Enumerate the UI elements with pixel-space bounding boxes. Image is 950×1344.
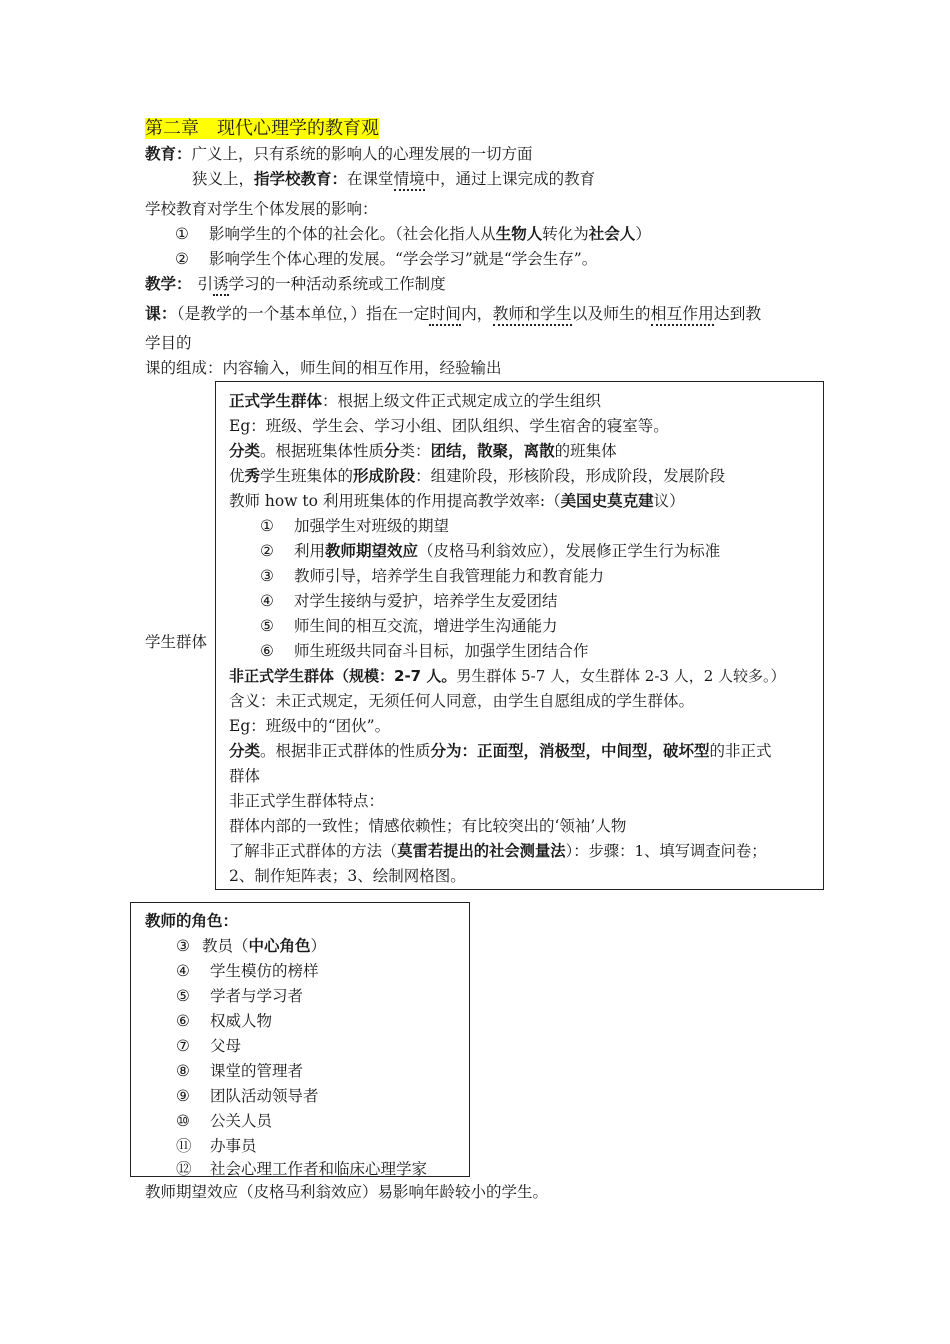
teaching-colon: ： [176,275,192,293]
item-number: ⑥ [260,642,274,660]
list-item [260,616,558,636]
informal-group-line [229,666,786,686]
item-bold-text: 社会人 [588,225,636,243]
teacher-roles-title [145,911,238,931]
teaching-text: 引 [197,275,214,293]
item-number: ④ [260,592,274,610]
item-number: ⑤ [260,617,274,635]
list-item [176,1061,303,1081]
item-text: 转化为 [542,225,589,243]
formal-group-term: 正式学生群体 [229,392,323,410]
informal-group-meaning: 含义：未正式规定，无须任何人同意，由学生自愿组成的学生群体。 [229,692,695,710]
item-number: ⑥ [176,1012,190,1030]
education-broad-text: 广义上，只有系统的影响人的心理发展的一切方面 [191,145,533,163]
item-number: ⑨ [176,1087,190,1105]
lesson-text: 内， [460,304,493,323]
school-influence-item-1 [175,224,651,244]
sociometry-method-cont: 2、制作矩阵表；3、绘制网格图。 [229,867,466,885]
formal-group-eg: Eg：班级、学生会、学习小组、团队组织、学生宿舍的寝室等。 [229,417,669,435]
teaching-line [145,274,446,294]
item-number: ⑩ [176,1112,190,1130]
informal-group-term: 非正式学生群体（规模：2-7 人。 [229,667,457,685]
item-text: 权威人物 [210,1012,273,1030]
item-text: 影响学生的个体的社会化。（社会化指人从 [209,225,496,243]
informal-group-size: 男生群体 5-7 人，女生群体 2-3 人，2 人较多。） [456,667,786,685]
education-narrow-line [192,169,595,189]
item-text: 办事员 [210,1137,257,1155]
teaching-text: 学习的一种活动系统或工作制度 [228,275,446,293]
item-number: ⑧ [176,1062,190,1080]
bold-text: 分 [384,442,400,460]
teacher-howto-line [229,491,685,511]
list-item [260,591,558,611]
bold-text: 分类 [229,442,261,460]
lesson-line-1 [145,304,761,324]
text: 。根据非正式群体的性质 [260,742,431,760]
school-influence-item-2 [175,249,597,269]
item-text: 学生模仿的榜样 [210,962,319,980]
text: 议） [653,492,685,510]
teacher-roles-box [130,902,470,1177]
item-number: ③ [260,567,274,585]
item-text: 学者与学习者 [210,987,304,1005]
item-text: 教师引导，培养学生自我管理能力和教育能力 [294,567,605,585]
item-number: ⑫ [176,1160,192,1178]
lesson-text: 达到教 [713,304,762,323]
list-item [260,541,720,561]
lesson-text: 以及师生的 [571,304,651,323]
teaching-dotted: 诱 [213,275,229,296]
formal-group-line [229,391,601,411]
list-item [176,1136,257,1156]
informal-features-title: 非正式学生群体特点： [229,792,385,810]
item-text: 教员（ [202,937,249,955]
education-narrow-rest1: 在课堂 [347,170,394,188]
item-text: 师生班级共同奋斗目标，加强学生团结合作 [294,642,589,660]
item-text: 课堂的管理者 [210,1062,304,1080]
item-text: ） [635,225,651,243]
item-bold-text: 中心角色 [248,937,311,955]
item-text: 师生间的相互交流，增进学生沟通能力 [294,617,558,635]
education-narrow-bold: 指学校教育 [254,170,332,188]
list-item [176,986,303,1006]
education-narrow-colon: ： [331,170,348,188]
item-number: ⑦ [176,1037,190,1055]
list-item [176,1011,272,1031]
list-item [176,1111,272,1131]
list-item [260,566,604,586]
text: 了解非正式群体的方法（ [229,842,398,860]
item-number: ⑤ [176,987,190,1005]
item-text: ） [310,937,327,955]
informal-group-eg: Eg：班级中的“团伙”。 [229,717,391,735]
item-text: 团队活动领导者 [210,1087,319,1105]
formal-group-classification [229,441,617,461]
lesson-dotted: 时间 [429,304,461,326]
text: 。根据班集体性质 [260,442,385,460]
sociometry-method-line [229,841,767,861]
item-text: 利用 [294,542,326,560]
education-label: 教育 [145,145,177,163]
item-text: 加强学生对班级的期望 [294,517,450,535]
item-text: 社会心理工作者和临床心理学家 [210,1160,428,1178]
lesson-dotted: 教师和学生 [493,304,572,326]
bold-text: 阶段 [384,467,416,485]
footer-note: 教师期望效应（皮格马利翁效应）易影响年龄较小的学生。 [145,1183,549,1201]
lesson-text: （是教学的一个基本单位，）指在一定 [176,304,430,323]
list-item [176,936,326,956]
item-number: ⑪ [176,1137,192,1155]
list-item [260,516,449,536]
informal-group-classification [229,741,772,761]
text: 的班集体 [554,442,617,460]
list-item [176,1086,319,1106]
list-item [260,641,589,661]
text: 学生班集体的 [260,467,354,485]
item-text: 公关人员 [210,1112,273,1130]
lesson-dotted: 相互作用 [651,304,714,326]
item-text: 影响学生个体心理的发展。“学会学习”就是“学会生存”。 [209,250,598,268]
bold-text: 分为：正面型，消极型，中间型，破坏型 [430,742,710,760]
text: 教师 how to 利用班集体的作用提高教学效率:（ [229,492,561,510]
bold-text: 形成 [353,467,385,485]
chapter-title-text: 第二章 现代心理学的教育观 [145,118,379,139]
lesson-label: 课 [145,304,161,323]
education-broad-line [145,144,533,164]
chapter-title [145,117,379,141]
text: 优 [229,467,245,485]
item-bold-text: 教师期望效应 [325,542,419,560]
teacher-roles-title-text: 教师的角色： [145,912,239,930]
education-narrow-pre: 狭义上， [192,170,255,188]
bold-text: 莫雷若提出的社会测量法 [397,842,566,860]
list-item [176,961,319,981]
item-text: （皮格马利翁效应），发展修正学生行为标准 [418,542,721,560]
item-text: 对学生接纳与爱护，培养学生友爱团结 [294,592,558,610]
teaching-label: 教学 [145,275,177,293]
lesson-composition: 课的组成：内容输入，师生间的相互作用，经验输出 [145,359,502,377]
bold-text: 团结，散聚，离散 [430,442,555,460]
lesson-line-2: 学目的 [145,334,192,352]
text: 类： [399,442,431,460]
list-item [176,1159,427,1179]
item-text: 父母 [210,1037,242,1055]
school-influence-title: 学校教育对学生个体发展的影响： [145,200,378,218]
text: 的非正式 [709,742,772,760]
formal-group-def: ：根据上级文件正式规定成立的学生组织 [322,392,602,410]
bold-text: 分类 [229,742,261,760]
bold-text: 秀 [244,467,261,485]
item-number: ① [175,225,189,243]
student-group-label: 学生群体 [145,633,208,651]
text: ）：步骤：1、填写调查问卷； [565,842,767,860]
informal-features: 群体内部的一致性；情感依赖性；有比较突出的‘领袖’人物 [229,817,627,835]
informal-group-classification-cont: 群体 [229,767,261,785]
lesson-colon: ： [160,304,177,323]
text: ：组建阶段，形核阶段，形成阶段，发展阶段 [415,467,726,485]
education-narrow-dotted: 情境 [394,170,425,191]
item-number: ② [175,250,189,268]
item-number: ④ [176,962,190,980]
item-number: ② [260,542,274,560]
item-bold-text: 生物人 [495,225,543,243]
formation-stages [229,466,725,486]
bold-text: 美国史莫克建 [560,492,654,510]
education-colon: ： [176,145,192,163]
item-number: ① [260,517,274,535]
student-group-box [215,381,824,890]
list-item [176,1036,241,1056]
education-narrow-rest2: 中，通过上课完成的教育 [424,170,596,188]
item-number: ③ [176,937,190,955]
